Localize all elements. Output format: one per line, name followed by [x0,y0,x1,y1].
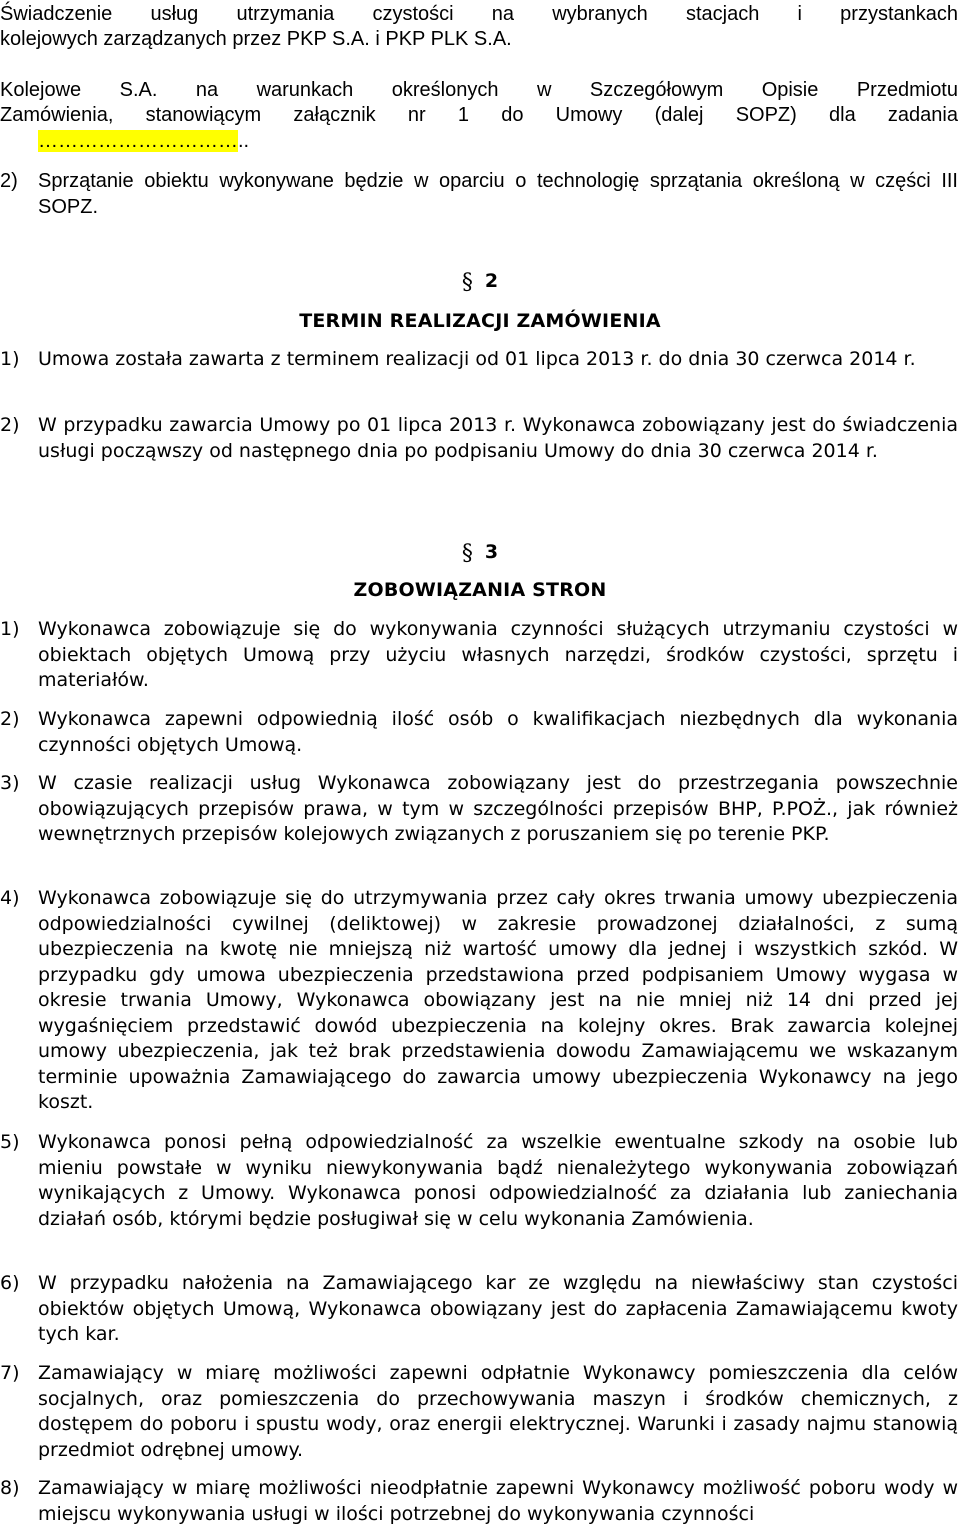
section-3-item [0,1476,958,1527]
intro-item-2-text: Sprzątanie obiektu wykonywane będzie w oparciu o technologię sprzątania określoną w części III SOPZ. [38,170,958,218]
section-3-item-text: Zamawiający w miarę możliwości nieodpłatnie zapewni Wykonawcy możliwość poboru wody w miejscu wykonywania usługi w ilości potrzebnej do wykonywania czynności [38,1477,958,1525]
intro-line-1: Świadczenie usług utrzymania czystości na wybranych stacjach i przystankach [0,3,958,25]
section-3-item-number: 6) [0,1272,20,1294]
section-3-item-number: 8) [0,1477,20,1499]
paragraph-sign-icon: § [461,541,473,566]
section-3-item-text: Wykonawca ponosi pełną odpowiedzialność za wszelkie ewentualne szkody na osobie lub mieniu powstałe w wyniku niewykonywania bądź nienależytego wykonywania zobowiązań wynikających z Umowy. Wykonawca ponosi odpowiedzialność za działania lub zaniechania działań osób, którymi będzie posługiwał się w celu wykonania Zamówienia. [38,1131,958,1230]
section-3-item [0,886,958,1116]
section-3-item-number: 5) [0,1131,20,1153]
section-3-item [0,707,958,758]
highlighted-placeholder: ………………………… [38,130,238,152]
section-3-item-number: 2) [0,708,20,730]
section-3-item [0,1361,958,1463]
section-3-item-number: 1) [0,618,20,640]
intro-item-2-number: 2) [0,170,18,192]
section-3-item [0,1130,958,1232]
placeholder-end: .. [238,130,250,152]
section-3-item-text: W czasie realizacji usług Wykonawca zobowiązany jest do przestrzegania powszechnie obowiązujących przepisów prawa, w tym w szczególności przepisów BHP, P.POŻ., jak również wewnętrznych przepisów kolejowych związanych z poruszaniem się po terenie PKP. [38,772,958,845]
paragraph-sign-icon: § [461,270,473,295]
intro-line-2: kolejowych zarządzanych przez PKP S.A. i PKP PLK S.A. [0,28,512,50]
section-2-item-text: W przypadku zawarcia Umowy po 01 lipca 2013 r. Wykonawca zobowiązany jest do świadczenia usługi począwszy od następnego dnia po podpisaniu Umowy do dnia 30 czerwca 2014 r. [38,414,958,462]
section-3-number [0,539,960,566]
section-2-number-text: 2 [484,270,499,292]
section-3-item-text: Wykonawca zobowiązuje się do utrzymywania przez cały okres trwania umowy ubezpieczenia odpowiedzialności cywilnej (deliktowej) w zakresie prowadzonej działalności, z sumą ubezpieczenia na kwotę nie mniejszą niż wartość umowy dla jednej i wszystkich szkód. W przypadku gdy umowa ubezpieczenia przedstawiona przed podpisaniem Umowy wygasa w okresie trwania Umowy, Wykonawca obowiązany jest na nie mniej niż 14 dni przed jej wygaśnięciem przedstawić dowód ubezpieczenia na kolejny okres. Brak zawarcia kolejnej umowy ubezpieczenia, jak też brak przedstawienia dowodu Zamawiającemu we wskazanym terminie upoważnia Zamawiającego do zawarcia umowy ubezpieczenia Wykonawcy na jego koszt. [38,887,958,1113]
section-3-item-text: Zamawiający w miarę możliwości zapewni odpłatnie Wykonawcy pomieszczenia dla celów socjalnych, oraz pomieszczenia do przechowywania maszyn i środków chemicznych, z dostępem do poboru i spustu wody, oraz energii elektrycznej. Warunki i zasady najmu stanowią przedmiot odrębnej umowy. [38,1362,958,1461]
intro-item-2 [0,169,958,220]
section-3-item [0,617,958,694]
section-2-item-text: Umowa została zawarta z terminem realizacji od 01 lipca 2013 r. do dnia 30 czerwca 2014 r. [38,348,916,370]
section-2-item [0,413,958,464]
section-2-item-number: 1) [0,348,20,370]
intro-dots-line [38,129,960,155]
section-3-item-text: Wykonawca zapewni odpowiednią ilość osób o kwalifikacjach niezbędnych dla wykonania czynności objętych Umową. [38,708,958,756]
section-3-title: ZOBOWIĄZANIA STRON [353,579,607,601]
section-3-number-text: 3 [484,541,499,563]
section-3-item-number: 4) [0,887,20,909]
section-3-item-number: 3) [0,772,20,794]
section-2-title: TERMIN REALIZACJI ZAMÓWIENIA [299,310,661,332]
section-2-number [0,268,960,295]
section-3-item-text: Wykonawca zobowiązuje się do wykonywania czynności służących utrzymaniu czystości w obiektach objętych Umową przy użyciu własnych narzędzi, środków czystości, sprzętu i materiałów. [38,618,958,691]
section-2-item [0,347,958,373]
section-3-item [0,771,958,848]
section-3-item [0,1271,958,1348]
section-2-item-number: 2) [0,414,20,436]
intro-line-3: Kolejowe S.A. na warunkach określonych w Szczegółowym Opisie Przedmiotu [0,79,958,101]
intro-line-4: Zamówienia, stanowiącym załącznik nr 1 do Umowy (dalej SOPZ) dla zadania [0,104,958,126]
section-3-item-number: 7) [0,1362,20,1384]
section-3-item-text: W przypadku nałożenia na Zamawiającego kar ze względu na niewłaściwy stan czystości obiektów objętych Umową, Wykonawca obowiązany jest do zapłacenia Zamawiającemu kwoty tych kar. [38,1272,958,1345]
